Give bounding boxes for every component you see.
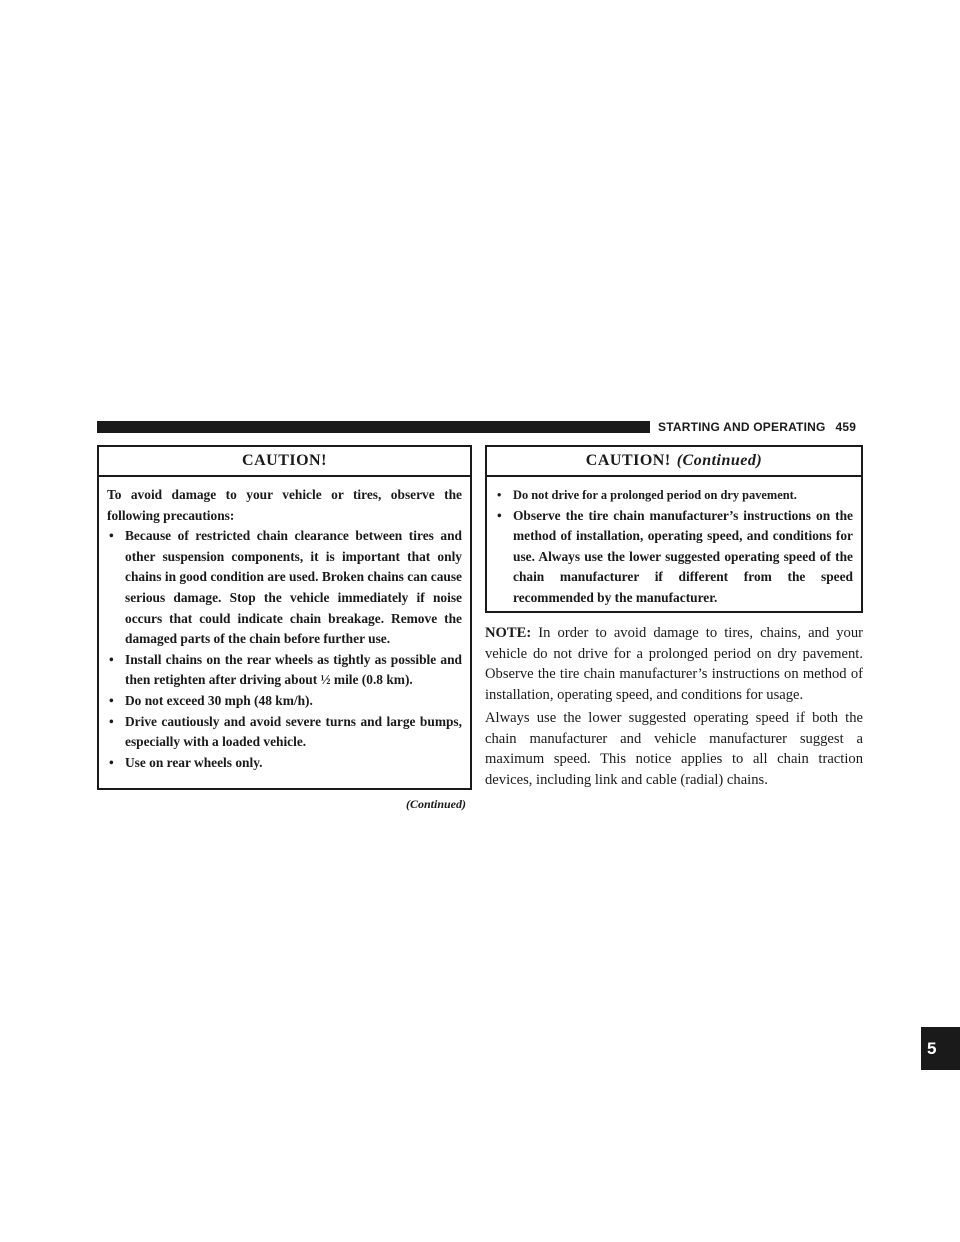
caution-title xyxy=(99,447,470,477)
caution-list xyxy=(107,526,462,773)
caution-list xyxy=(495,485,853,609)
caution-title-text: CAUTION! xyxy=(242,452,327,469)
bullet-icon: • xyxy=(109,754,114,770)
caution-title-continued: (Continued) xyxy=(676,452,763,469)
bullet-icon: • xyxy=(109,692,114,708)
caution-title xyxy=(487,447,861,477)
header-rule xyxy=(97,421,650,433)
caution-box-right xyxy=(485,445,863,613)
caution-item-text: Do not drive for a prolonged period on dry pavement. xyxy=(513,488,797,502)
caution-intro: To avoid damage to your vehicle or tires, observe the following precautions: xyxy=(107,487,462,523)
usage-paragraph: Always use the lower suggested operating speed if both the chain manufacturer and vehicle manufacturer suggest a maximum speed. This notice applies to all chain traction devices, including link and cable (radial) chains. xyxy=(485,710,863,788)
note-label: NOTE: xyxy=(485,625,532,641)
bullet-icon: • xyxy=(497,507,502,523)
bullet-icon: • xyxy=(497,488,502,502)
caution-item-text: Drive cautiously and avoid severe turns and large bumps, especially with a loaded vehicle. xyxy=(125,713,462,750)
chapter-tab: 5 xyxy=(921,1027,960,1070)
section-title: STARTING AND OPERATING xyxy=(658,420,826,434)
caution-item xyxy=(107,691,462,712)
bullet-icon: • xyxy=(109,651,114,667)
caution-item xyxy=(495,506,853,609)
caution-body xyxy=(99,477,470,773)
bullet-icon: • xyxy=(109,528,114,544)
caution-item xyxy=(107,650,462,691)
caution-item xyxy=(107,526,462,650)
caution-item-text: Use on rear wheels only. xyxy=(125,754,263,770)
running-head xyxy=(658,419,868,435)
caution-body xyxy=(487,477,861,609)
page-number: 459 xyxy=(835,420,857,434)
caution-item xyxy=(107,753,462,774)
caution-item-text: Do not exceed 30 mph (48 km/h). xyxy=(125,692,313,708)
caution-item-text: Because of restricted chain clearance between tires and other suspension components, it is important that only chains in good condition are used. Broken chains can cause serious damage. Stop the vehicle immediately if noise occurs that could indicate chain breakage. Remove the damaged parts of the chain before further use. xyxy=(125,528,462,647)
caution-item-text: Observe the tire chain manufacturer’s instructions on the method of installation, operating speed, and conditions for use. Always use the lower suggested operating speed of the chain manufacturer if different from the speed recommended by the manufacturer. xyxy=(513,507,853,605)
caution-item xyxy=(107,712,462,753)
caution-box-left xyxy=(97,445,472,790)
continued-note: (Continued) xyxy=(405,797,466,811)
bullet-icon: • xyxy=(109,713,114,729)
note-text: In order to avoid damage to tires, chains, and your vehicle do not drive for a prolonged period on dry pavement. Observe the tire chain manufacturer’s instructions on method of installation, operating speed, and conditions for usage. xyxy=(485,625,863,703)
caution-item xyxy=(495,485,853,506)
note-paragraph xyxy=(485,623,863,705)
caution-item-text: Install chains on the rear wheels as tightly as possible and then retighten after driving about ½ mile (0.8 km). xyxy=(125,651,462,688)
caution-title-text: CAUTION! xyxy=(585,452,671,469)
